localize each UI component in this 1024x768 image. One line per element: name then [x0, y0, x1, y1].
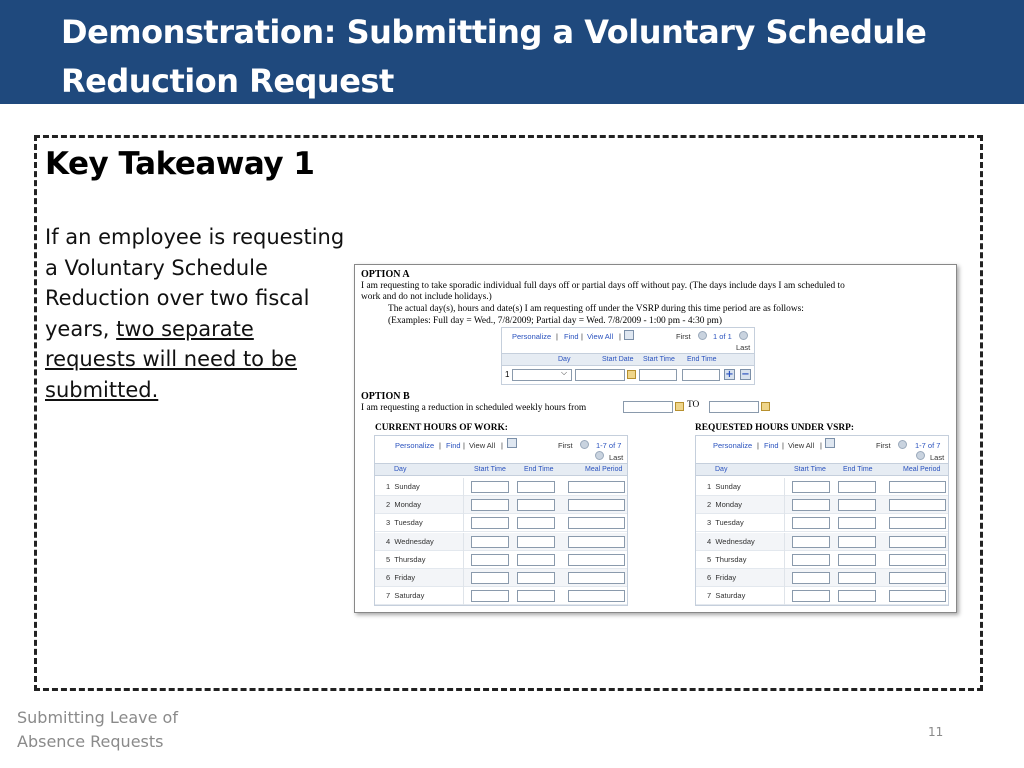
delete-row-icon[interactable]: − [741, 369, 750, 380]
current-find-link[interactable]: Find [446, 441, 461, 450]
requested-end-time-input[interactable] [838, 554, 876, 566]
current-day-label: 2 Monday [386, 500, 422, 510]
option-a-next-icon[interactable] [739, 331, 748, 340]
requested-grid-download-icon[interactable] [825, 438, 835, 448]
requested-meal-period-input[interactable] [889, 499, 946, 511]
current-day-label: 3 Tuesday [386, 518, 423, 528]
option-a-first-label[interactable]: First [676, 332, 691, 341]
requested-col-meal-period: Meal Period [903, 466, 941, 473]
current-start-time-input[interactable] [471, 536, 509, 548]
option-a-col-start-date: Start Date [602, 356, 634, 363]
requested-end-time-input[interactable] [838, 536, 876, 548]
requested-meal-period-input[interactable] [889, 536, 946, 548]
option-b-to-label: TO [687, 400, 700, 410]
current-meal-period-input[interactable] [568, 572, 625, 584]
current-viewall-link[interactable]: View All [469, 441, 496, 450]
slide-title: Demonstration: Submitting a Voluntary Schedule Reduction Request [61, 13, 927, 100]
requested-day-label: 1 Sunday [707, 482, 741, 491]
current-meal-period-input[interactable] [568, 481, 625, 493]
requested-start-time-input[interactable] [792, 536, 830, 548]
requested-start-time-input[interactable] [792, 590, 830, 602]
requested-row-divider [784, 569, 785, 587]
requested-end-time-input[interactable] [838, 572, 876, 584]
requested-end-time-input[interactable] [838, 499, 876, 511]
current-row [375, 514, 627, 532]
requested-meal-period-input[interactable] [889, 572, 946, 584]
current-count: 1-7 of 7 [596, 441, 622, 450]
takeaway-body [45, 222, 350, 405]
current-day-label: 5 Thursday [386, 554, 426, 564]
current-start-time-input[interactable] [471, 481, 509, 493]
requested-col-end-time: End Time [843, 466, 873, 473]
option-a-viewall-link[interactable]: View All [587, 332, 614, 341]
requested-meal-period-input[interactable] [889, 554, 946, 566]
option-a-personalize-link[interactable]: Personalize [512, 332, 552, 341]
requested-day-label: 3 Tuesday [707, 518, 744, 528]
current-end-time-input[interactable] [517, 499, 555, 511]
requested-hours-grid [695, 435, 949, 606]
current-row [375, 587, 627, 605]
current-first-label[interactable]: First [558, 441, 573, 450]
current-end-time-input[interactable] [517, 590, 555, 602]
option-a-last-label[interactable]: Last [736, 343, 751, 352]
current-start-time-input[interactable] [471, 572, 509, 584]
current-row-divider [463, 478, 464, 496]
option-a-grid-download-icon[interactable] [624, 330, 634, 340]
page-number: 11 [928, 725, 944, 739]
option-a-find-link[interactable]: Find [564, 332, 579, 341]
current-day-label: 4 Wednesday [386, 536, 434, 546]
option-a-line1: I am requesting to take sporadic individual full days off or partial days off without pay. (The days include days I am scheduled to [361, 281, 845, 291]
current-row-divider [463, 551, 464, 569]
requested-row [696, 514, 948, 532]
current-meal-period-input[interactable] [568, 499, 625, 511]
requested-row [696, 496, 948, 514]
current-end-time-input[interactable] [517, 481, 555, 493]
current-start-time-input[interactable] [471, 517, 509, 529]
current-col-start-time: Start Time [474, 466, 506, 473]
option-b-to-input[interactable] [709, 401, 759, 413]
requested-row [696, 533, 948, 551]
option-b-heading: OPTION B [361, 391, 410, 402]
requested-meal-period-input[interactable] [889, 590, 946, 602]
option-a-start-time-input[interactable] [639, 369, 677, 381]
current-meal-period-input[interactable] [568, 517, 625, 529]
requested-day-label: 6 Friday [707, 573, 737, 582]
option-a-row-number: 1 [505, 370, 510, 379]
requested-find-link[interactable]: Find [764, 441, 779, 450]
option-a-col-day: Day [558, 356, 571, 363]
requested-row-divider [784, 496, 785, 514]
current-row-divider [463, 587, 464, 605]
current-day-label: 6 Friday [386, 573, 416, 582]
current-meal-period-input[interactable] [568, 536, 625, 548]
requested-meal-period-input[interactable] [889, 481, 946, 493]
option-a-grid [501, 327, 755, 385]
option-a-line2: work and do not include holidays.) [361, 292, 492, 302]
current-row [375, 569, 627, 587]
requested-day-label: 4 Wednesday [707, 536, 755, 546]
requested-row-divider [784, 514, 785, 532]
requested-hours-heading: REQUESTED HOURS UNDER VSRP: [695, 423, 854, 433]
option-a-start-date-input[interactable] [575, 369, 625, 381]
current-end-time-input[interactable] [517, 572, 555, 584]
option-a-row [502, 368, 754, 384]
current-day-label: 7 Saturday [386, 591, 425, 601]
current-row-divider [463, 514, 464, 532]
option-a-calendar-icon[interactable] [627, 370, 636, 379]
current-start-time-input[interactable] [471, 554, 509, 566]
current-row-divider [463, 569, 464, 587]
takeaway-body-text: If an employee is requesting a Voluntary Schedule Reduction over two fiscal years, [45, 225, 345, 341]
requested-start-time-input[interactable] [792, 499, 830, 511]
requested-row-divider [784, 551, 785, 569]
requested-prev-icon[interactable] [898, 440, 907, 449]
title-banner [0, 0, 1024, 104]
requested-row-divider [784, 533, 785, 551]
requested-grid-toolbar: Personalize | Find | View All | First 1-7 of 7 Last [696, 436, 948, 461]
requested-row-divider [784, 478, 785, 496]
requested-meal-period-input[interactable] [889, 517, 946, 529]
current-last-label[interactable]: Last [609, 453, 624, 462]
option-a-line4: (Examples: Full day = Wed., 7/8/2009; Partial day = Wed. 7/8/2009 - 1:00 pm - 4:30 pm) [388, 316, 722, 326]
current-end-time-input[interactable] [517, 517, 555, 529]
requested-start-time-input[interactable] [792, 572, 830, 584]
current-row-divider [463, 496, 464, 514]
requested-row [696, 569, 948, 587]
option-a-heading: OPTION A [361, 269, 410, 280]
current-end-time-input[interactable] [517, 536, 555, 548]
current-personalize-link[interactable]: Personalize [395, 441, 435, 450]
option-a-count: 1 of 1 [713, 332, 732, 341]
requested-day-label: 7 Saturday [707, 591, 746, 601]
option-a-end-time-input[interactable] [682, 369, 720, 381]
current-col-end-time: End Time [524, 466, 554, 473]
requested-row-divider [784, 587, 785, 605]
requested-row [696, 551, 948, 569]
option-b-from-calendar-icon[interactable] [675, 402, 684, 411]
form-screenshot [354, 264, 957, 613]
takeaway-body-underlined: two separate requests will need to be submitted. [45, 316, 297, 402]
option-b-from-input[interactable] [623, 401, 673, 413]
current-column-header [375, 463, 627, 476]
requested-last-label[interactable]: Last [930, 453, 945, 462]
option-a-col-start-time: Start Time [643, 356, 675, 363]
requested-start-time-input[interactable] [792, 481, 830, 493]
current-start-time-input[interactable] [471, 499, 509, 511]
option-a-prev-icon[interactable] [698, 331, 707, 340]
option-b-line1: I am requesting a reduction in scheduled weekly hours from [361, 403, 587, 413]
current-row-divider [463, 533, 464, 551]
requested-end-time-input[interactable] [838, 517, 876, 529]
current-prev-icon[interactable] [580, 440, 589, 449]
current-hours-heading: CURRENT HOURS OF WORK: [375, 423, 508, 433]
option-a-grid-toolbar: Personalize | Find | View All | First 1 of 1 Last [502, 328, 754, 353]
current-end-time-input[interactable] [517, 554, 555, 566]
current-row [375, 551, 627, 569]
requested-day-label: 2 Monday [707, 500, 743, 510]
requested-start-time-input[interactable] [792, 554, 830, 566]
current-col-day: Day [394, 466, 407, 473]
takeaway-title: Key Takeaway 1 [45, 146, 315, 182]
requested-end-time-input[interactable] [838, 590, 876, 602]
requested-viewall-link[interactable]: View All [788, 441, 815, 450]
current-meal-period-input[interactable] [568, 554, 625, 566]
requested-next-icon[interactable] [916, 451, 925, 460]
option-a-col-end-time: End Time [687, 356, 717, 363]
add-row-icon[interactable]: + [725, 369, 734, 380]
requested-column-header [696, 463, 948, 476]
requested-col-day: Day [715, 466, 728, 473]
current-row [375, 496, 627, 514]
requested-start-time-input[interactable] [792, 517, 830, 529]
current-row [375, 533, 627, 551]
requested-col-start-time: Start Time [794, 466, 826, 473]
requested-day-label: 5 Thursday [707, 554, 747, 564]
current-col-meal-period: Meal Period [585, 466, 623, 473]
current-meal-period-input[interactable] [568, 590, 625, 602]
option-b-to-calendar-icon[interactable] [761, 402, 770, 411]
requested-personalize-link[interactable]: Personalize [713, 441, 753, 450]
current-row [375, 478, 627, 496]
current-grid-download-icon[interactable] [507, 438, 517, 448]
requested-count: 1-7 of 7 [915, 441, 941, 450]
requested-end-time-input[interactable] [838, 481, 876, 493]
option-a-line3: The actual day(s), hours and date(s) I am requesting off under the VSRP during this time period are as follows: [388, 304, 804, 314]
current-next-icon[interactable] [595, 451, 604, 460]
requested-row [696, 478, 948, 496]
current-grid-toolbar: Personalize | Find | View All | First 1-7 of 7 Last [375, 436, 627, 461]
requested-first-label[interactable]: First [876, 441, 891, 450]
current-hours-grid [374, 435, 628, 606]
current-start-time-input[interactable] [471, 590, 509, 602]
current-day-label: 1 Sunday [386, 482, 420, 491]
option-a-select-chevron-icon[interactable]: ⌵ [561, 368, 568, 377]
requested-row [696, 587, 948, 605]
option-a-column-header [502, 353, 754, 366]
footer-course-title: Submitting Leave of Absence Requests [17, 708, 178, 751]
